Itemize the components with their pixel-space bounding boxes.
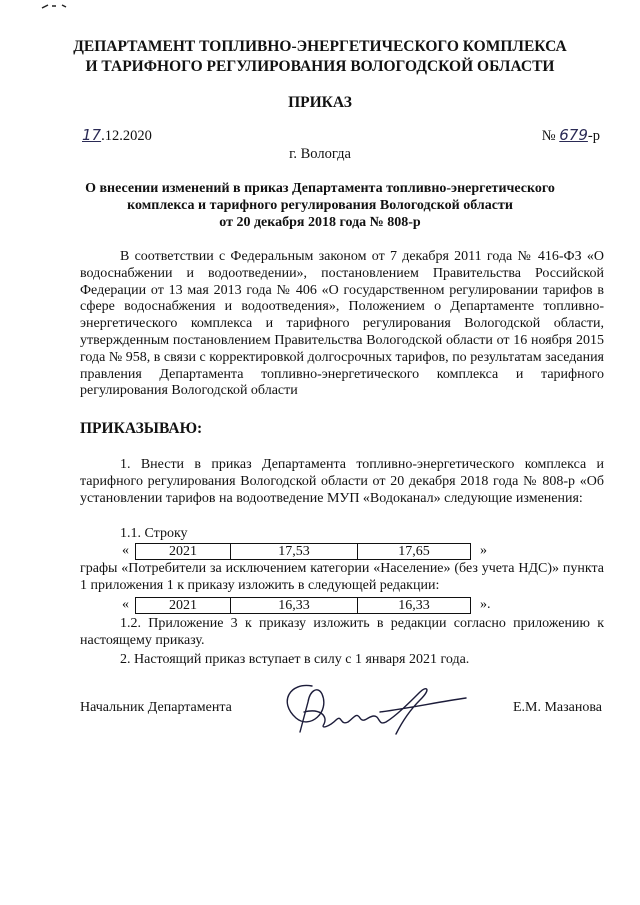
old-year-cell: 2021 — [136, 544, 231, 560]
orders-word: ПРИКАЗЫВАЮ: — [80, 420, 203, 437]
number-suffix: -р — [587, 128, 600, 144]
subject-line-1: О внесении изменений в приказ Департамента топливно-энергетического — [85, 181, 555, 196]
handwritten-signature-icon — [270, 672, 470, 742]
quote-close-1: » — [480, 543, 487, 558]
item-1-1-label: 1.1. Строку — [120, 526, 188, 541]
date-rest: .12.2020 — [101, 128, 152, 144]
document-type: ПРИКАЗ — [288, 94, 352, 111]
quote-close-2: ». — [480, 597, 491, 612]
department-line-2: И ТАРИФНОГО РЕГУЛИРОВАНИЯ ВОЛОГОДСКОЙ ОБЛАСТИ — [85, 58, 555, 75]
new-year-cell: 2021 — [136, 598, 231, 614]
item-1-paragraph: 1. Внести в приказ Департамента топливно-энергетического комплекса и тарифного регулирования Вологодской области от 20 декабря 2018 года № 808-р «Об установлении тарифов на водоотведение МУП «Водоканал» следующие изменения: — [80, 457, 604, 506]
old-tariff-row — [135, 543, 471, 560]
number-handwritten: 679 — [559, 126, 588, 144]
subject-line-3: от 20 декабря 2018 года № 808-р — [219, 215, 421, 230]
signer-position: Начальник Департамента — [80, 700, 232, 715]
item-2-paragraph: 2. Настоящий приказ вступает в силу с 1 января 2021 года. — [120, 652, 470, 667]
document-subject — [0, 180, 640, 231]
department-line-1: ДЕПАРТАМЕНТ ТОПЛИВНО-ЭНЕРГЕТИЧЕСКОГО КОМПЛЕКСА — [73, 38, 567, 55]
document-number — [542, 126, 600, 145]
new-value-1-cell: 16,33 — [231, 598, 358, 614]
date-day-handwritten: 17 — [82, 126, 102, 144]
old-value-2-cell: 17,65 — [358, 544, 471, 560]
subject-line-2: комплекса и тарифного регулирования Вологодской области — [127, 198, 513, 213]
city: г. Вологда — [289, 146, 351, 162]
item-1-2-paragraph: 1.2. Приложение 3 к приказу изложить в редакции согласно приложению к настоящему приказу. — [80, 616, 604, 648]
preamble-paragraph: В соответствии с Федеральным законом от 7 декабря 2011 года № 416-ФЗ «О водоснабжении и водоотведении», постановлением Правительства Российской Федерации от 13 мая 2013 года № 406 «О государственном регулировании тарифов в сфере водоснабжения и водоотведения», Положением о Департаменте топливно-энергетического комплекса и тарифного регулирования Вологодской области, утвержденным постановлением Правительства Вологодской области от 16 ноября 2015 года № 958, в связи с корректировкой долгосрочных тарифов, по результатам заседания правления Департамента топливно-энергетического комплекса и тарифного регулирования Вологодской области — [80, 249, 604, 399]
middle-paragraph: графы «Потребители за исключением категории «Население» (без учета НДС)» пункта 1 приложения 1 к приказу изложить в следующей редакции: — [80, 561, 604, 593]
quote-open-1: « — [122, 543, 129, 558]
signer-name: Е.М. Мазанова — [512, 700, 602, 715]
new-value-2-cell: 16,33 — [358, 598, 471, 614]
document-date — [82, 126, 152, 145]
department-header — [0, 37, 640, 77]
scan-mark-icon — [40, 2, 80, 10]
number-prefix: № — [541, 128, 556, 144]
new-tariff-row — [135, 597, 471, 614]
quote-open-2: « — [122, 597, 129, 612]
old-value-1-cell: 17,53 — [231, 544, 358, 560]
